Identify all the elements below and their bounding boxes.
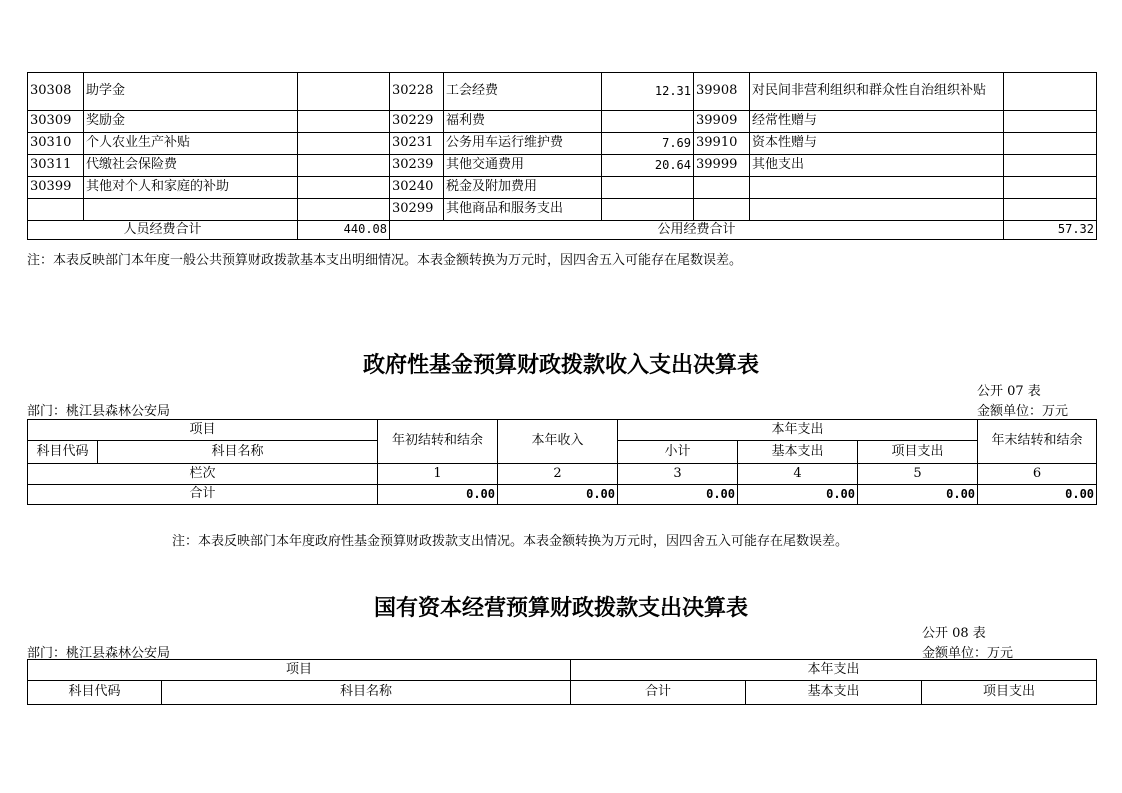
amount-cell [1004,177,1097,199]
amount-cell [602,199,694,221]
header-name: 科目名称 [162,681,571,705]
table-row [28,177,1097,199]
header-name: 科目名称 [98,441,378,464]
basic-expense-detail-table [27,72,1097,240]
total-value: 0.00 [738,485,858,505]
total-row [28,485,1097,505]
code-cell: 30310 [28,133,84,155]
col-num: 4 [738,464,858,485]
header-code: 科目代码 [28,681,162,705]
name-cell [750,177,1004,199]
capital-budget-table [27,659,1097,705]
totals-row [28,221,1097,240]
total-label: 合计 [28,485,378,505]
fund-budget-table [27,419,1097,505]
amount-cell: 20.64 [602,155,694,177]
code-cell: 30239 [390,155,444,177]
total-value: 0.00 [378,485,498,505]
code-cell: 30311 [28,155,84,177]
fund-table-unit: 金额单位：万元 [977,404,1069,419]
table-row [28,133,1097,155]
name-cell [84,199,298,221]
fund-table-dept: 部门：桃江县森林公安局 [27,404,171,419]
col-num: 6 [978,464,1097,485]
total-value: 0.00 [618,485,738,505]
name-cell [750,199,1004,221]
amount-cell [1004,199,1097,221]
header-project: 项目支出 [858,441,978,464]
code-cell: 30240 [390,177,444,199]
amount-cell [298,177,390,199]
table-row [28,155,1097,177]
header-code: 科目代码 [28,441,98,464]
name-cell: 奖励金 [84,111,298,133]
capital-table-dept: 部门：桃江县森林公安局 [27,646,171,661]
code-cell [694,177,750,199]
name-cell: 对民间非营利组织和群众性自治组织补贴 [750,73,1004,111]
amount-cell [602,111,694,133]
amount-cell [1004,133,1097,155]
code-cell: 39910 [694,133,750,155]
amount-cell: 7.69 [602,133,694,155]
code-cell: 30399 [28,177,84,199]
header-expense: 本年支出 [618,420,978,441]
header-project: 项目支出 [922,681,1097,705]
code-cell: 39909 [694,111,750,133]
amount-cell [1004,73,1097,111]
amount-cell: 12.31 [602,73,694,111]
name-cell: 其他对个人和家庭的补助 [84,177,298,199]
name-cell: 工会经费 [444,73,602,111]
capital-table-title: 国有资本经营预算财政拨款支出决算表 [373,595,748,621]
row-label: 栏次 [28,464,378,485]
table-row [28,111,1097,133]
code-cell: 30308 [28,73,84,111]
code-cell: 30231 [390,133,444,155]
total-personnel-value: 440.08 [298,221,390,240]
total-value: 0.00 [498,485,618,505]
col-num: 3 [618,464,738,485]
header-basic: 基本支出 [738,441,858,464]
header-item: 项目 [28,660,571,681]
header-income: 本年收入 [498,420,618,464]
header-begin-balance: 年初结转和结余 [378,420,498,464]
amount-cell [298,133,390,155]
total-personnel-label: 人员经费合计 [28,221,298,240]
name-cell: 经常性赠与 [750,111,1004,133]
name-cell: 代缴社会保险费 [84,155,298,177]
capital-table-unit: 金额单位：万元 [922,646,1014,661]
amount-cell [1004,111,1097,133]
amount-cell [298,73,390,111]
code-cell: 30228 [390,73,444,111]
total-public-label: 公用经费合计 [390,221,1004,240]
total-public-value: 57.32 [1004,221,1097,240]
amount-cell [298,199,390,221]
col-num: 2 [498,464,618,485]
name-cell: 助学金 [84,73,298,111]
header-end-balance: 年末结转和结余 [978,420,1097,464]
name-cell: 福利费 [444,111,602,133]
total-value: 0.00 [978,485,1097,505]
code-cell: 30309 [28,111,84,133]
name-cell: 资本性赠与 [750,133,1004,155]
amount-cell [298,155,390,177]
header-expense: 本年支出 [571,660,1097,681]
code-cell [694,199,750,221]
code-cell: 39908 [694,73,750,111]
note-basic-expense: 注：本表反映部门本年度一般公共预算财政拨款基本支出明细情况。本表金额转换为万元时，因四舍五入可能存在尾数误差。 [27,253,743,268]
code-cell: 30229 [390,111,444,133]
code-cell [28,199,84,221]
amount-cell [602,177,694,199]
column-number-row [28,464,1097,485]
col-num: 1 [378,464,498,485]
name-cell: 其他商品和服务支出 [444,199,602,221]
fund-table-code: 公开 07 表 [977,384,1041,399]
code-cell: 30299 [390,199,444,221]
total-value: 0.00 [858,485,978,505]
capital-table-code: 公开 08 表 [922,626,986,641]
note-fund: 注：本表反映部门本年度政府性基金预算财政拨款支出情况。本表金额转换为万元时，因四舍五入可能存在尾数误差。 [172,534,849,549]
name-cell: 公务用车运行维护费 [444,133,602,155]
header-total: 合计 [571,681,746,705]
name-cell: 税金及附加费用 [444,177,602,199]
fund-table-title: 政府性基金预算财政拨款收入支出决算表 [362,352,759,378]
name-cell: 其他交通费用 [444,155,602,177]
header-subtotal: 小计 [618,441,738,464]
name-cell: 个人农业生产补贴 [84,133,298,155]
table-row [28,73,1097,111]
col-num: 5 [858,464,978,485]
header-item: 项目 [28,420,378,441]
name-cell: 其他支出 [750,155,1004,177]
code-cell: 39999 [694,155,750,177]
table-row [28,199,1097,221]
amount-cell [298,111,390,133]
header-basic: 基本支出 [746,681,922,705]
amount-cell [1004,155,1097,177]
